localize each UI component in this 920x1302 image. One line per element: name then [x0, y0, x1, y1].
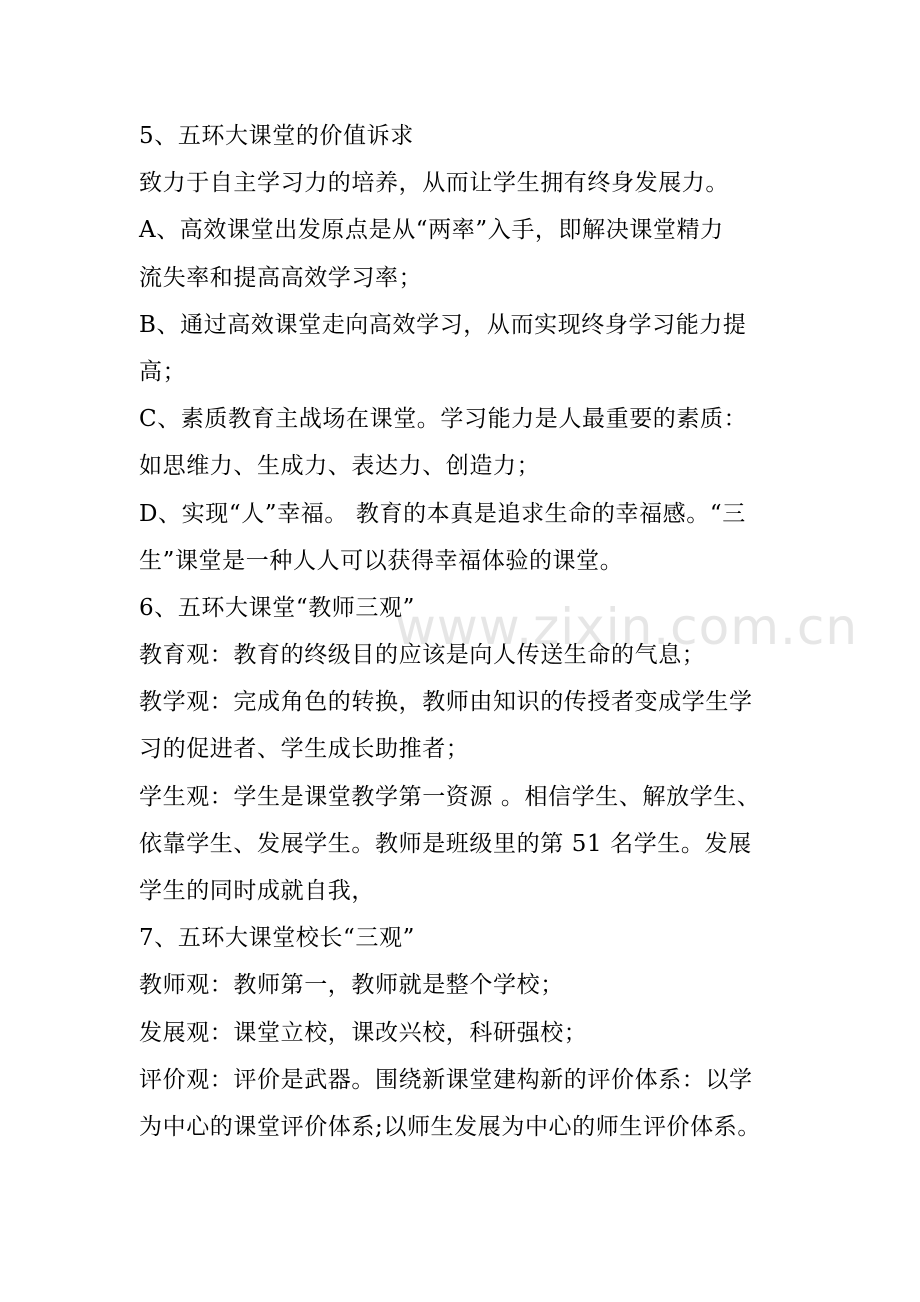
paragraph-line: 生”课堂是一种人人可以获得幸福体验的课堂。 [139, 547, 624, 574]
paragraph-line: 教学观：完成角色的转换，教师由知识的传授者变成学生学 [139, 689, 753, 716]
paragraph-line: 教师观：教师第一，教师就是整个学校； [139, 972, 564, 999]
paragraph-line: A、高效课堂出发原点是从“两率”入手，即解决课堂精力 [139, 217, 724, 244]
paragraph-line: D、实现“人”幸福。 教育的本真是追求生命的幸福感。“三 [139, 500, 746, 527]
paragraph-line: 学生观：学生是课堂教学第一资源 。相信学生、解放学生、 [139, 783, 761, 810]
paragraph-line: 教育观：教育的终级目的应该是向人传送生命的气息； [139, 642, 706, 669]
paragraph-line: 发展观：课堂立校，课改兴校，科研强校； [139, 1019, 588, 1046]
paragraph-line: 学生的同时成就自我， [139, 878, 375, 904]
heading-principal-views: 7、五环大课堂校长“三观” [139, 925, 415, 952]
paragraph-line: 评价观：评价是武器。围绕新课堂建构新的评价体系：以学 [139, 1066, 753, 1093]
paragraph-line: B、通过高效课堂走向高效学习，从而实现终身学习能力提 [139, 311, 747, 338]
heading-teacher-views: 6、五环大课堂“教师三观” [139, 594, 415, 621]
paragraph-line: 依靠学生、发展学生。教师是班级里的第 51 名学生。发展 [139, 830, 752, 857]
paragraph-line: 流失率和提高高效学习率； [139, 264, 423, 291]
paragraph-line: 习的促进者、学生成长助推者； [139, 736, 470, 763]
document-body [139, 113, 799, 1151]
paragraph-line: C、素质教育主战场在课堂。学习能力是人最重要的素质： [139, 406, 748, 433]
heading-value-pursuit: 5、五环大课堂的价值诉求 [139, 123, 414, 149]
watermark: www.zixin.com.cn [395, 598, 859, 656]
paragraph-line: 高； [139, 358, 187, 385]
paragraph-line: 如思维力、生成力、表达力、创造力； [139, 453, 541, 480]
paragraph-line: 为中心的课堂评价体系;以师生发展为中心的师生评价体系。 [139, 1113, 761, 1140]
paragraph-line: 致力于自主学习力的培养，从而让学生拥有终身发展力。 [139, 170, 729, 197]
